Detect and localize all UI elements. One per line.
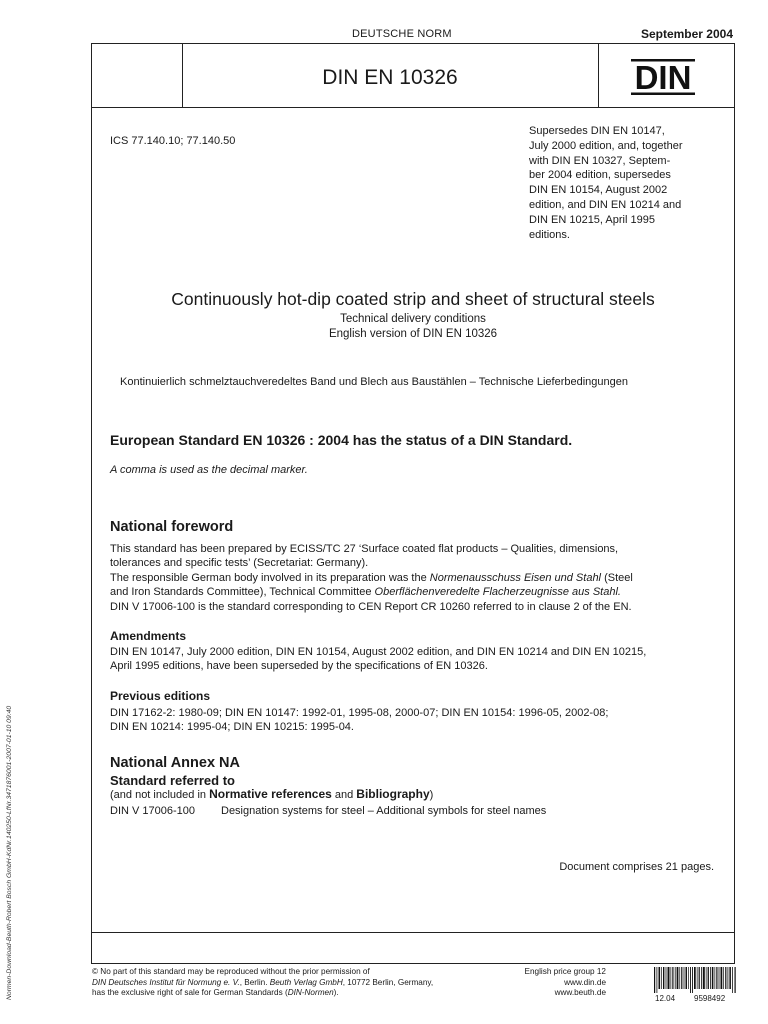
paragraph-line: tolerances and specific tests’ (Secretariat: Germany). xyxy=(110,557,369,570)
previous-editions-heading: Previous editions xyxy=(110,689,211,703)
paragraph-line: DIN EN 10214: 1995-04; DIN EN 10215: 1995-04. xyxy=(110,721,354,734)
amendments-heading: Amendments xyxy=(110,629,187,643)
amendments-text xyxy=(110,645,718,674)
supersedes-line: edition, and DIN EN 10214 and xyxy=(529,198,682,211)
referenced-standard-row xyxy=(110,805,546,817)
paragraph-line: DIN EN 10147, July 2000 edition, DIN EN 10154, August 2002 edition, and DIN EN 10214 and DIN EN 10215, xyxy=(110,646,647,658)
paragraph-line: April 1995 editions, have been superseded by the specifications of EN 10326. xyxy=(110,660,488,673)
supersedes-line: editions. xyxy=(529,228,570,241)
beuth-website-link[interactable]: www.beuth.de xyxy=(554,988,606,998)
document-subtitle: Technical delivery conditions xyxy=(340,313,486,325)
download-watermark: Normen-Download-Beuth-Robert Bosch GmbH-KdNr.140250-LfNr.3471876001-2007-01-10 09:40 xyxy=(6,705,13,1000)
national-foreword-text xyxy=(110,542,718,614)
copyright-notice xyxy=(92,967,452,999)
header-right-divider xyxy=(598,43,599,107)
supersedes-line: DIN EN 10215, April 1995 xyxy=(529,213,655,226)
decimal-marker-note: A comma is used as the decimal marker. xyxy=(110,464,308,476)
din-logo xyxy=(630,58,696,96)
document-number: DIN EN 10326 xyxy=(322,66,458,89)
paragraph-line: The responsible German body involved in its preparation was the Normenausschuss Eisen und Stahl (Steel xyxy=(110,571,633,584)
svg-text:DIN: DIN xyxy=(634,59,692,96)
supersedes-line: July 2000 edition, and, together xyxy=(529,139,683,152)
paragraph-line: and Iron Standards Committee), Technical Committee Oberflächenveredelte Flacherzeugnisse aus Stahl. xyxy=(110,586,621,599)
german-title: Kontinuierlich schmelztauchveredeltes Band und Blech aus Baustählen – Technische Lieferbedingungen xyxy=(120,376,628,388)
english-version-note: English version of DIN EN 10326 xyxy=(328,328,498,340)
paragraph-line: DIN 17162-2: 1980-09; DIN EN 10147: 1992-01, 1995-08, 2000-07; DIN EN 10154: 1996-05, 2002-08; xyxy=(110,707,609,719)
footer-divider xyxy=(91,932,735,933)
national-foreword-heading: National foreword xyxy=(110,519,234,535)
supersedes-line: DIN EN 10154, August 2002 xyxy=(529,184,668,197)
paragraph-line: DIN V 17006-100 is the standard corresponding to CEN Report CR 10260 referred to in clause 2 of the EN. xyxy=(110,600,632,613)
copyright-line: DIN Deutsches Institut für Normung e. V., Berlin. Beuth Verlag GmbH, 10772 Berlin, Germany, xyxy=(92,977,434,987)
barcode-date: 12.04 xyxy=(655,994,676,1003)
referenced-standard-title: Designation systems for steel – Additional symbols for steel names xyxy=(221,805,547,817)
barcode xyxy=(654,967,736,993)
copyright-line: © No part of this standard may be reproduced without the prior permission of xyxy=(92,967,370,976)
standard-referred-heading: Standard referred to xyxy=(110,773,235,788)
publication-date: September 2004 xyxy=(640,27,733,41)
price-and-web xyxy=(506,967,606,999)
previous-editions-text xyxy=(110,706,718,735)
copyright-line: has the exclusive right of sale for German Standards (DIN-Normen). xyxy=(92,988,339,998)
paragraph-line: This standard has been prepared by ECISS/TC 27 ‘Surface coated flat products – Qualities, dimensions, xyxy=(110,543,619,555)
supersedes-line: ber 2004 edition, supersedes xyxy=(529,169,671,182)
document-title: Continuously hot-dip coated strip and sheet of structural steels xyxy=(171,289,655,309)
price-group: English price group 12 xyxy=(524,967,606,976)
page-count-note: Document comprises 21 pages. xyxy=(559,861,714,873)
referenced-standard-code: DIN V 17006-100 xyxy=(110,805,195,817)
header-divider xyxy=(91,107,735,108)
supersedes-line: Supersedes DIN EN 10147, xyxy=(529,125,665,137)
supersedes-note xyxy=(529,124,719,242)
deutsche-norm-label: DEUTSCHE NORM xyxy=(352,28,452,40)
ics-codes: ICS 77.140.10; 77.140.50 xyxy=(110,135,236,147)
normative-note: (and not included in Normative references and Bibliography) xyxy=(110,787,434,801)
barcode-number: 9598492 xyxy=(694,994,726,1003)
national-annex-heading: National Annex NA xyxy=(110,755,240,771)
din-status-statement: European Standard EN 10326 : 2004 has the status of a DIN Standard. xyxy=(110,432,573,448)
din-website-link[interactable]: www.din.de xyxy=(564,977,606,987)
supersedes-line: with DIN EN 10327, Septem- xyxy=(529,154,671,167)
